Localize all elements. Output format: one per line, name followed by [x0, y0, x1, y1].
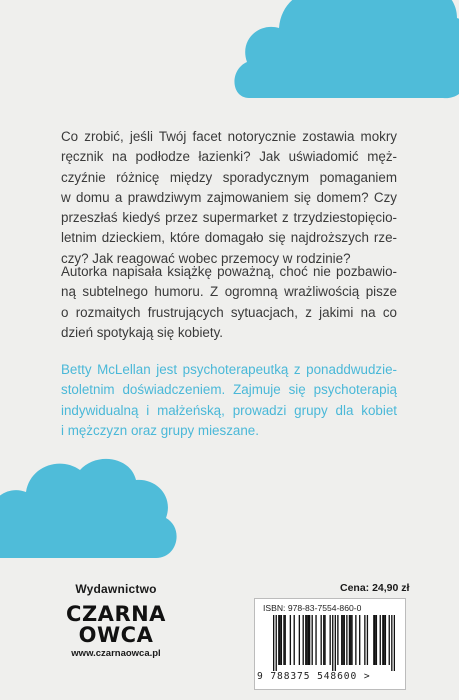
barcode-bar [374, 615, 375, 665]
text-line: o rozmaitych frustrujących sytuacjach, z jakimi na co [61, 304, 397, 320]
barcode-bar [324, 615, 325, 665]
isbn-text: ISBN: 978-83-7554-860-0 [263, 603, 362, 613]
publisher-label: Wydawnictwo [75, 582, 157, 596]
barcode-bar [285, 615, 286, 665]
barcode-bar [290, 615, 291, 665]
barcode-bar [321, 615, 322, 665]
barcode-bar [376, 615, 377, 665]
text-line: Co zrobić, jeśli Twój facet notorycznie zostawia mokry [61, 129, 397, 144]
barcode-bar [355, 615, 356, 665]
publisher-url: www.czarnaowca.pl [71, 648, 161, 659]
barcode-bar [391, 615, 392, 671]
barcode-bar [351, 615, 352, 665]
cloud-top-decoration [229, 0, 459, 110]
barcode-bar [382, 615, 383, 665]
barcode-bar [294, 615, 295, 665]
barcode-bar [299, 615, 300, 665]
publisher-name-line-2: OWCA [78, 623, 154, 647]
barcode-bar [389, 615, 390, 665]
barcode-bar [308, 615, 309, 665]
barcode-bar [305, 615, 306, 665]
barcode-bar [283, 615, 284, 665]
barcode-bar [337, 615, 338, 665]
text-line: Autorka napisała książkę poważną, choć nie pozbawio- [61, 264, 397, 279]
isbn-barcode-box [254, 598, 406, 690]
barcode-graphic [263, 615, 395, 671]
text-line: i mężczyzn oraz grupy mieszane. [61, 422, 259, 438]
barcode-bar [342, 615, 343, 665]
text-line: stoletnim doświadczeniem. Zajmuje się psychoterapią [61, 382, 397, 398]
barcode-bar [279, 615, 280, 665]
barcode-bar [350, 615, 351, 665]
text-line: Betty McLellan jest psychoterapeutką z ponaddwudzie- [61, 362, 397, 377]
barcode-bar [380, 615, 381, 665]
barcode-bar [323, 615, 324, 665]
barcode-bar [349, 615, 350, 665]
text-line: ręcznik na podłodze łazienki? Jak uświadomić męż- [61, 149, 397, 165]
price-label: Cena: 24,90 zł [340, 582, 410, 594]
barcode-bar [281, 615, 282, 665]
author-bio-paragraph [61, 360, 397, 441]
description-paragraph-1 [61, 127, 397, 269]
barcode-digits: 9 788375 548600 > [257, 671, 371, 682]
barcode-bar [309, 615, 310, 665]
text-line: letnim dzieckiem, które domagało się najdroższych rze- [61, 230, 397, 246]
text-line: czyźnie różnicę między sporadycznym pomaganiem [61, 169, 397, 185]
barcode-bar [335, 615, 336, 671]
barcode-bar [330, 615, 331, 665]
text-line: ną subtelnego humoru. Z ogromną wrażliwością pisze [61, 284, 397, 300]
publisher-logo [61, 582, 171, 659]
text-line: czy? Jak reagować wobec przemocy w rodzinie? [61, 250, 351, 266]
barcode-bar [303, 615, 304, 665]
barcode-bar [383, 615, 384, 665]
barcode-bar [346, 615, 347, 665]
barcode-bar [367, 615, 368, 665]
barcode-bar [306, 615, 307, 665]
barcode-bar [315, 615, 316, 665]
text-line: dzień spotykają się kobiety. [61, 324, 224, 340]
barcode-bar [359, 615, 360, 665]
text-line: indywidualną i małżeńską, prowadzi grupy dla kobiet [61, 402, 397, 418]
barcode-bar [364, 615, 365, 665]
publisher-name-line-1: CZARNA [66, 602, 166, 626]
barcode-bar [344, 615, 345, 665]
barcode-bar [273, 615, 274, 671]
barcode-bar [276, 615, 277, 671]
text-line: przeszłaś kiedyś przez supermarket z trzydziestopięcio- [61, 210, 397, 226]
barcode-bar [312, 615, 313, 665]
barcode-bar [341, 615, 342, 665]
barcode-bar [278, 615, 279, 665]
barcode-bar [332, 615, 333, 671]
cloud-bottom-decoration [0, 452, 180, 572]
text-line: w domu a prawdziwym zajmowaniem się domem? Czy [61, 189, 397, 205]
barcode-bar [385, 615, 386, 665]
barcode-bar [373, 615, 374, 665]
description-paragraph-2 [61, 262, 397, 343]
barcode-bar [394, 615, 395, 671]
